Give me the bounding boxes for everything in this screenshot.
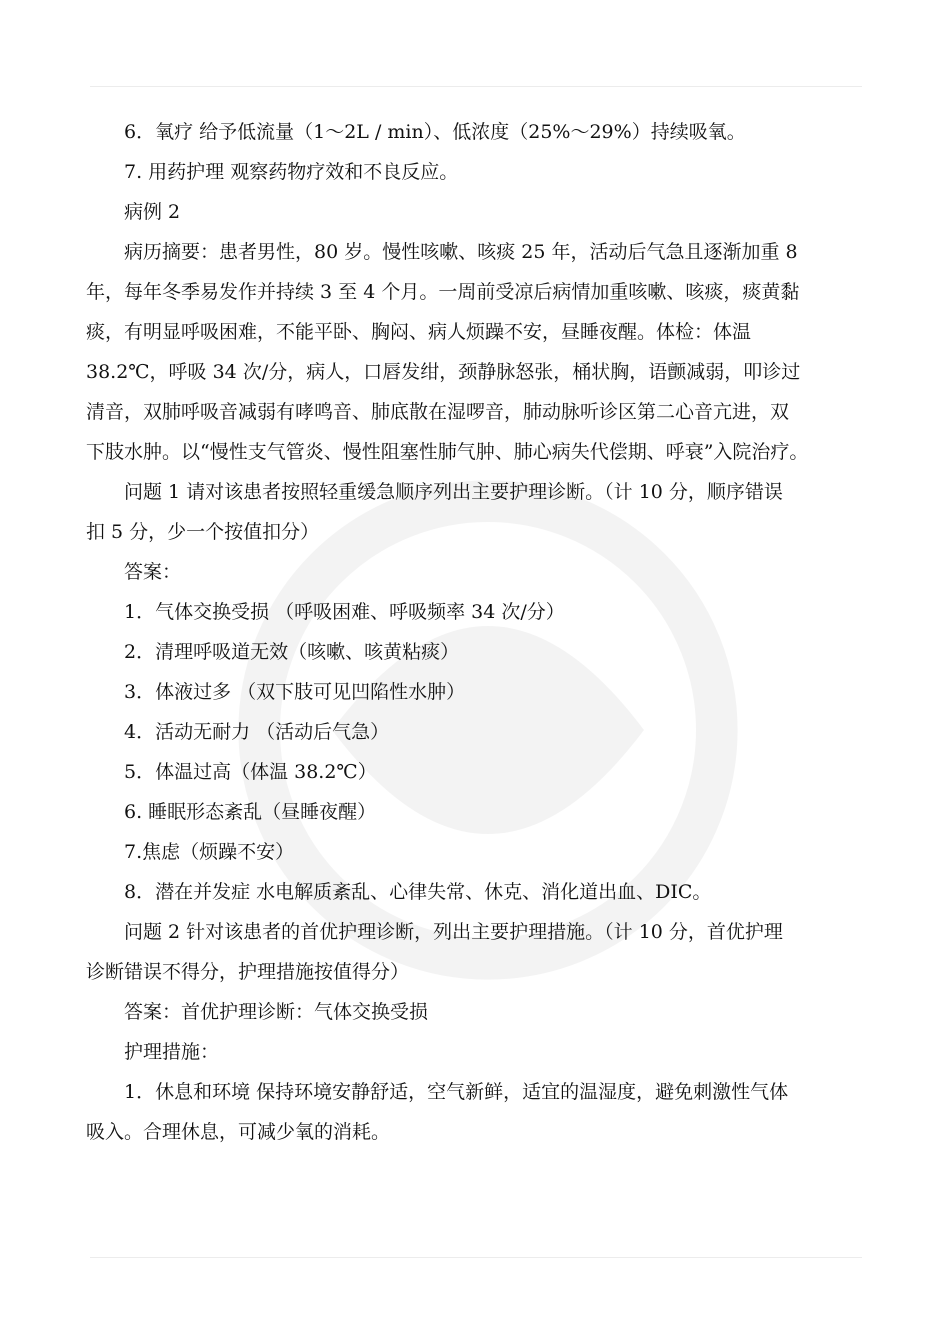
list-item: 6. 睡眠形态紊乱（昼睡夜醒） bbox=[124, 801, 377, 823]
question-1: 问题 1 请对该患者按照轻重缓急顺序列出主要护理诊断。（计 10 分，顺序错误 bbox=[124, 481, 783, 503]
text-line: 吸入。合理休息，可减少氧的消耗。 bbox=[86, 1121, 391, 1143]
measures-label: 护理措施： bbox=[124, 1041, 220, 1063]
list-item: 5．体温过高（体温 38.2℃） bbox=[124, 761, 377, 783]
text-line: 下肢水肿。以“慢性支气管炎、慢性阻塞性肺气肿、肺心病失代偿期、呼衰”入院治疗。 bbox=[86, 441, 809, 463]
text-line: 清音，双肺呼吸音减弱有哮鸣音、肺底散在湿啰音，肺动脉听诊区第二心音亢进，双 bbox=[86, 401, 790, 423]
header-rule bbox=[90, 86, 862, 87]
list-item: 8．潜在并发症 水电解质紊乱、心律失常、休克、消化道出血、DIC。 bbox=[124, 881, 712, 903]
text-line: 38.2℃，呼吸 34 次/分，病人，口唇发绀，颈静脉怒张，桶状胸，语颤减弱，叩诊过 bbox=[86, 361, 801, 383]
document-body bbox=[86, 112, 860, 1152]
answer-label: 答案： bbox=[124, 561, 182, 583]
answer-label: 答案：首优护理诊断：气体交换受损 bbox=[124, 1001, 429, 1023]
list-item: 2．清理呼吸道无效（咳嗽、咳黄粘痰） bbox=[124, 641, 460, 663]
text-line: 病历摘要：患者男性，80 岁。慢性咳嗽、咳痰 25 年，活动后气急且逐渐加重 8 bbox=[124, 241, 798, 263]
case-heading: 病例 2 bbox=[124, 201, 181, 223]
text-line: 年，每年冬季易发作并持续 3 至 4 个月。一周前受凉后病情加重咳嗽、咳痰，痰黄黏 bbox=[86, 281, 800, 303]
list-item: 4．活动无耐力 （活动后气急） bbox=[124, 721, 390, 743]
question-2: 问题 2 针对该患者的首优护理诊断，列出主要护理措施。（计 10 分，首优护理 bbox=[124, 921, 783, 943]
list-item: 1．休息和环境 保持环境安静舒适，空气新鲜，适宜的温湿度，避免刺激性气体 bbox=[124, 1081, 789, 1103]
list-item: 3．体液过多 （双下肢可见凹陷性水肿） bbox=[124, 681, 466, 703]
list-item: 7.焦虑（烦躁不安） bbox=[124, 841, 295, 863]
list-item: 1．气体交换受损 （呼吸困难、呼吸频率 34 次/分） bbox=[124, 601, 565, 623]
text-line: 7. 用药护理 观察药物疗效和不良反应。 bbox=[124, 161, 459, 183]
text-line: 诊断错误不得分，护理措施按值得分） bbox=[86, 961, 410, 983]
text-line: 痰，有明显呼吸困难，不能平卧、胸闷、病人烦躁不安，昼睡夜醒。体检：体温 bbox=[86, 321, 752, 343]
footer-rule bbox=[90, 1257, 862, 1258]
text-line: 扣 5 分，少一个按值扣分） bbox=[86, 521, 320, 543]
text-line: 6．氧疗 给予低流量（1～2L / min）、低浓度（25%～29%）持续吸氧。 bbox=[124, 121, 746, 143]
